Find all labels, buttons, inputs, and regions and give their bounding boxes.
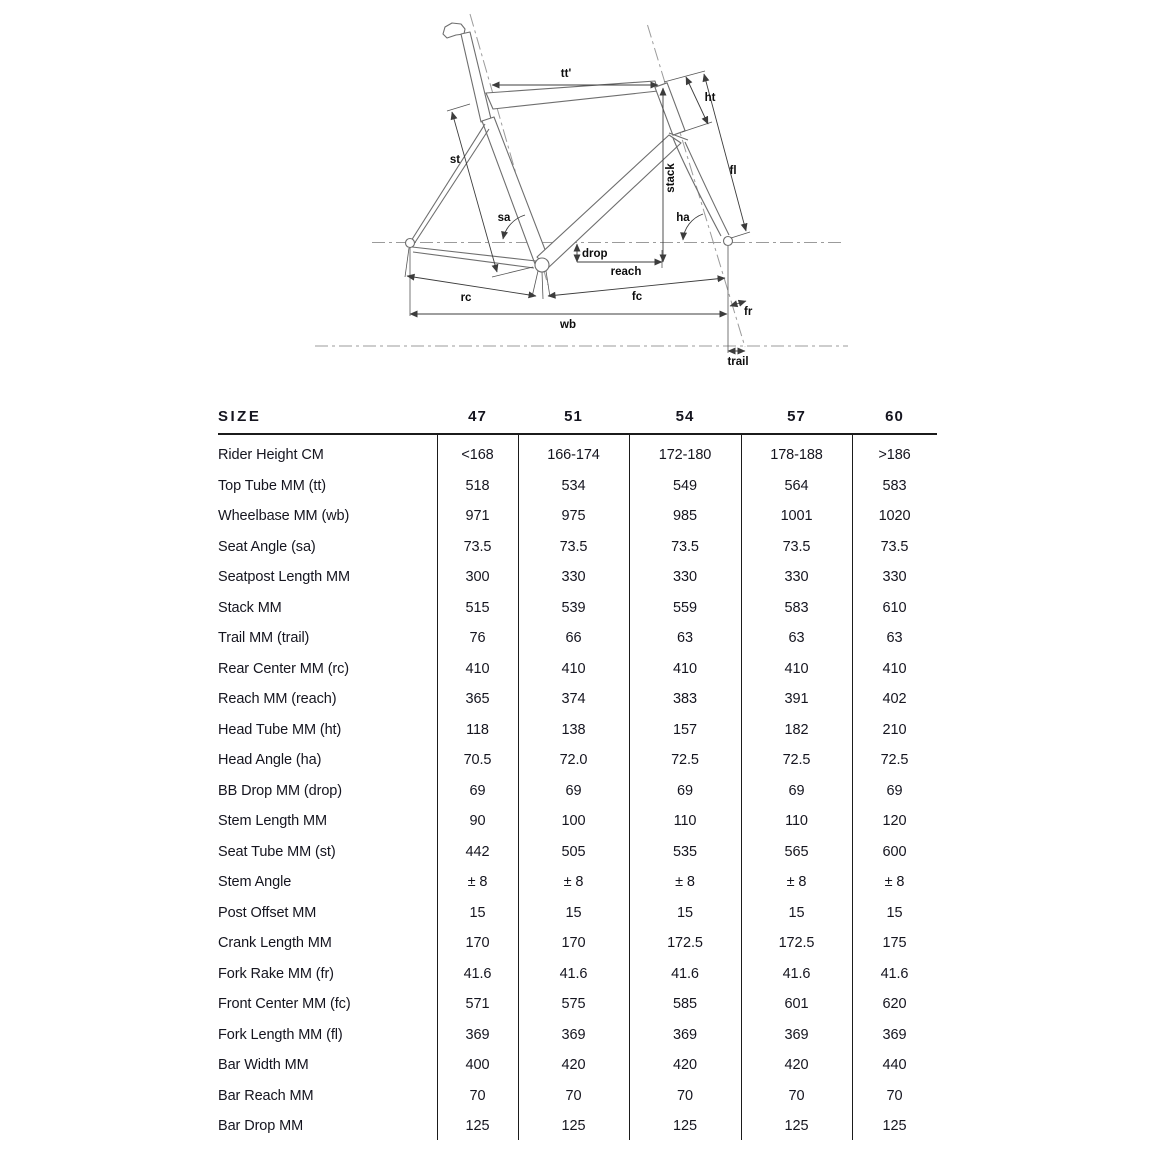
cell-value: 69 xyxy=(886,782,903,799)
label-seat-angle: sa xyxy=(497,212,511,224)
cell-value: 369 xyxy=(465,1026,490,1043)
row-label: Trail MM (trail) xyxy=(218,630,310,647)
size-header-51: 51 xyxy=(564,408,583,425)
cell-value: >186 xyxy=(878,447,911,464)
cell-value: 400 xyxy=(465,1057,490,1074)
cell-value: 125 xyxy=(561,1118,586,1135)
cell-value: 975 xyxy=(561,508,586,525)
row-label: Wheelbase MM (wb) xyxy=(218,508,350,525)
label-fork-length: fl xyxy=(729,165,737,177)
row-label: Seat Angle (sa) xyxy=(218,538,316,555)
row-label: Stack MM xyxy=(218,599,282,616)
cell-value: 175 xyxy=(882,935,907,952)
cell-value: ± 8 xyxy=(563,874,584,891)
cell-value: 410 xyxy=(561,660,586,677)
down-tube xyxy=(537,135,681,268)
cell-value: 118 xyxy=(466,721,489,738)
cell-value: 172.5 xyxy=(778,935,815,952)
row-label: Fork Length MM (fl) xyxy=(218,1026,343,1043)
cell-value: 534 xyxy=(561,477,586,494)
cell-value: 330 xyxy=(561,569,586,586)
cell-value: 70 xyxy=(565,1087,582,1104)
cell-value: 583 xyxy=(882,477,907,494)
cell-value: 374 xyxy=(561,691,586,708)
cell-value: 172.5 xyxy=(667,935,703,952)
row-label: Front Center MM (fc) xyxy=(218,996,351,1013)
cell-value: 72.0 xyxy=(559,752,588,769)
dim-rear-center xyxy=(407,276,536,296)
cell-value: 182 xyxy=(784,721,809,738)
row-label: Stem Length MM xyxy=(218,813,328,830)
cell-value: 571 xyxy=(465,996,490,1013)
table-header-row xyxy=(218,400,937,435)
label-reach: reach xyxy=(610,266,642,278)
label-wheelbase: wb xyxy=(560,319,576,331)
cell-value: 73.5 xyxy=(782,538,811,555)
cell-value: 69 xyxy=(677,782,693,799)
cell-value: 73.5 xyxy=(463,538,492,555)
cell-value: 41.6 xyxy=(463,965,492,982)
cell-value: 70.5 xyxy=(463,752,492,769)
size-header-57: 57 xyxy=(787,408,806,425)
row-label: Crank Length MM xyxy=(218,935,332,952)
cell-value: 70 xyxy=(469,1087,486,1104)
cell-value: 15 xyxy=(469,904,486,921)
row-label: Head Angle (ha) xyxy=(218,752,322,769)
row-label: Bar Width MM xyxy=(218,1057,309,1074)
row-label: Reach MM (reach) xyxy=(218,691,337,708)
cell-value: 72.5 xyxy=(880,752,909,769)
cell-value: 391 xyxy=(784,691,809,708)
cell-value: 73.5 xyxy=(880,538,909,555)
row-label: Head Tube MM (ht) xyxy=(218,721,342,738)
row-label: Top Tube MM (tt) xyxy=(218,477,326,494)
cell-value: 518 xyxy=(465,477,490,494)
cell-value: 549 xyxy=(673,477,697,494)
seat-stay-lower xyxy=(414,129,489,244)
seat-tube xyxy=(482,117,549,264)
cell-value: 535 xyxy=(673,843,697,860)
size-header-60: 60 xyxy=(885,408,904,425)
cell-value: 15 xyxy=(677,904,693,921)
column-divider xyxy=(629,435,631,1140)
cell-value: 410 xyxy=(673,660,697,677)
cell-value: 15 xyxy=(886,904,903,921)
row-label: Rider Height CM xyxy=(218,447,324,464)
size-column-header: SIZE xyxy=(218,408,262,425)
cell-value: 585 xyxy=(673,996,697,1013)
label-fork-rake: fr xyxy=(744,306,753,318)
cell-value: 575 xyxy=(561,996,586,1013)
cell-value: 1001 xyxy=(780,508,813,525)
cell-value: 178-188 xyxy=(770,447,823,464)
cell-value: 610 xyxy=(882,599,907,616)
seat-stay-upper xyxy=(411,124,485,241)
cell-value: 410 xyxy=(784,660,809,677)
cell-value: <168 xyxy=(461,447,494,464)
head-tube xyxy=(655,83,685,135)
cell-value: 120 xyxy=(882,813,907,830)
table-body xyxy=(218,435,937,1142)
cell-value: 365 xyxy=(465,691,490,708)
cell-value: 420 xyxy=(784,1057,809,1074)
label-top-tube: tt' xyxy=(560,68,572,80)
cell-value: 620 xyxy=(882,996,907,1013)
cell-value: 90 xyxy=(469,813,486,830)
label-bb-drop: drop xyxy=(582,248,608,260)
row-label: Rear Center MM (rc) xyxy=(218,660,350,677)
cell-value: 69 xyxy=(788,782,805,799)
cell-value: 539 xyxy=(561,599,586,616)
cell-value: 69 xyxy=(469,782,486,799)
geometry-table xyxy=(218,400,937,1142)
row-label: Bar Reach MM xyxy=(218,1087,314,1104)
bottom-bracket xyxy=(535,258,549,272)
cell-value: 442 xyxy=(465,843,490,860)
cell-value: 157 xyxy=(673,721,697,738)
row-label: Post Offset MM xyxy=(218,904,317,921)
label-head-tube: ht xyxy=(704,92,716,104)
cell-value: 564 xyxy=(784,477,809,494)
label-front-center: fc xyxy=(631,291,643,303)
cell-value: 15 xyxy=(788,904,805,921)
cell-value: 330 xyxy=(882,569,907,586)
row-label: Seatpost Length MM xyxy=(218,569,350,586)
row-label: Seat Tube MM (st) xyxy=(218,843,336,860)
cell-value: 369 xyxy=(784,1026,809,1043)
cell-value: 300 xyxy=(465,569,490,586)
cell-value: 565 xyxy=(784,843,809,860)
cell-value: 383 xyxy=(673,691,697,708)
cell-value: 138 xyxy=(561,721,586,738)
cell-value: 125 xyxy=(882,1118,907,1135)
cell-value: 125 xyxy=(465,1118,490,1135)
cell-value: 559 xyxy=(673,599,697,616)
cell-value: 63 xyxy=(677,630,693,647)
row-label: Fork Rake MM (fr) xyxy=(218,965,334,982)
cell-value: 63 xyxy=(788,630,805,647)
cell-value: ± 8 xyxy=(675,874,695,891)
rear-axle xyxy=(406,239,415,248)
label-trail: trail xyxy=(727,356,749,368)
cell-value: 41.6 xyxy=(559,965,588,982)
extension-lines xyxy=(405,71,750,353)
cell-value: 72.5 xyxy=(671,752,699,769)
cell-value: ± 8 xyxy=(884,874,905,891)
row-label: BB Drop MM (drop) xyxy=(218,782,342,799)
cell-value: 15 xyxy=(565,904,582,921)
cell-value: ± 8 xyxy=(467,874,488,891)
cell-value: 600 xyxy=(882,843,907,860)
cell-value: 170 xyxy=(561,935,586,952)
column-divider xyxy=(437,435,439,1140)
cell-value: 170 xyxy=(465,935,490,952)
cell-value: 41.6 xyxy=(880,965,909,982)
cell-value: 70 xyxy=(886,1087,903,1104)
seatpost xyxy=(461,32,491,122)
cell-value: 601 xyxy=(784,996,809,1013)
cell-value: 172-180 xyxy=(658,447,712,464)
column-divider xyxy=(518,435,520,1140)
cell-value: 125 xyxy=(784,1118,809,1135)
dimension-lines xyxy=(407,74,746,351)
label-stack: stack xyxy=(665,163,677,193)
cell-value: 76 xyxy=(469,630,486,647)
row-label: Stem Angle xyxy=(218,874,292,891)
cell-value: 210 xyxy=(882,721,907,738)
cell-value: 985 xyxy=(673,508,697,525)
cell-value: 73.5 xyxy=(671,538,699,555)
cell-value: 369 xyxy=(673,1026,697,1043)
cell-value: 166-174 xyxy=(547,447,600,464)
cell-value: 72.5 xyxy=(782,752,811,769)
cell-value: 369 xyxy=(882,1026,907,1043)
geometry-diagram xyxy=(0,0,1150,392)
cell-value: 515 xyxy=(465,599,490,616)
cell-value: 63 xyxy=(886,630,903,647)
cell-value: 110 xyxy=(785,813,808,830)
cell-value: 69 xyxy=(565,782,582,799)
cell-value: 70 xyxy=(788,1087,805,1104)
cell-value: 420 xyxy=(673,1057,697,1074)
cell-value: 125 xyxy=(673,1118,697,1135)
cell-value: 41.6 xyxy=(671,965,699,982)
cell-value: 583 xyxy=(784,599,809,616)
cell-value: 110 xyxy=(673,813,697,830)
cell-value: 70 xyxy=(677,1087,693,1104)
cell-value: 410 xyxy=(882,660,907,677)
label-head-angle: ha xyxy=(676,212,690,224)
cell-value: 420 xyxy=(561,1057,586,1074)
cell-value: 971 xyxy=(465,508,490,525)
cell-value: 402 xyxy=(882,691,907,708)
cell-value: 330 xyxy=(784,569,809,586)
column-divider xyxy=(852,435,854,1140)
column-divider xyxy=(741,435,743,1140)
label-seat-tube: st xyxy=(449,154,461,166)
cell-value: 73.5 xyxy=(559,538,588,555)
size-header-54: 54 xyxy=(675,408,695,425)
cell-value: ± 8 xyxy=(786,874,807,891)
cell-value: 410 xyxy=(465,660,490,677)
centerlines xyxy=(315,14,848,347)
cell-value: 100 xyxy=(561,813,586,830)
cell-value: 1020 xyxy=(878,508,911,525)
cell-value: 440 xyxy=(882,1057,907,1074)
cell-value: 41.6 xyxy=(782,965,811,982)
cell-value: 369 xyxy=(561,1026,586,1043)
row-label: Bar Drop MM xyxy=(218,1118,304,1135)
size-header-47: 47 xyxy=(468,408,487,425)
cell-value: 505 xyxy=(561,843,586,860)
cell-value: 330 xyxy=(673,569,697,586)
label-rear-center: rc xyxy=(460,292,472,304)
cell-value: 66 xyxy=(565,630,582,647)
